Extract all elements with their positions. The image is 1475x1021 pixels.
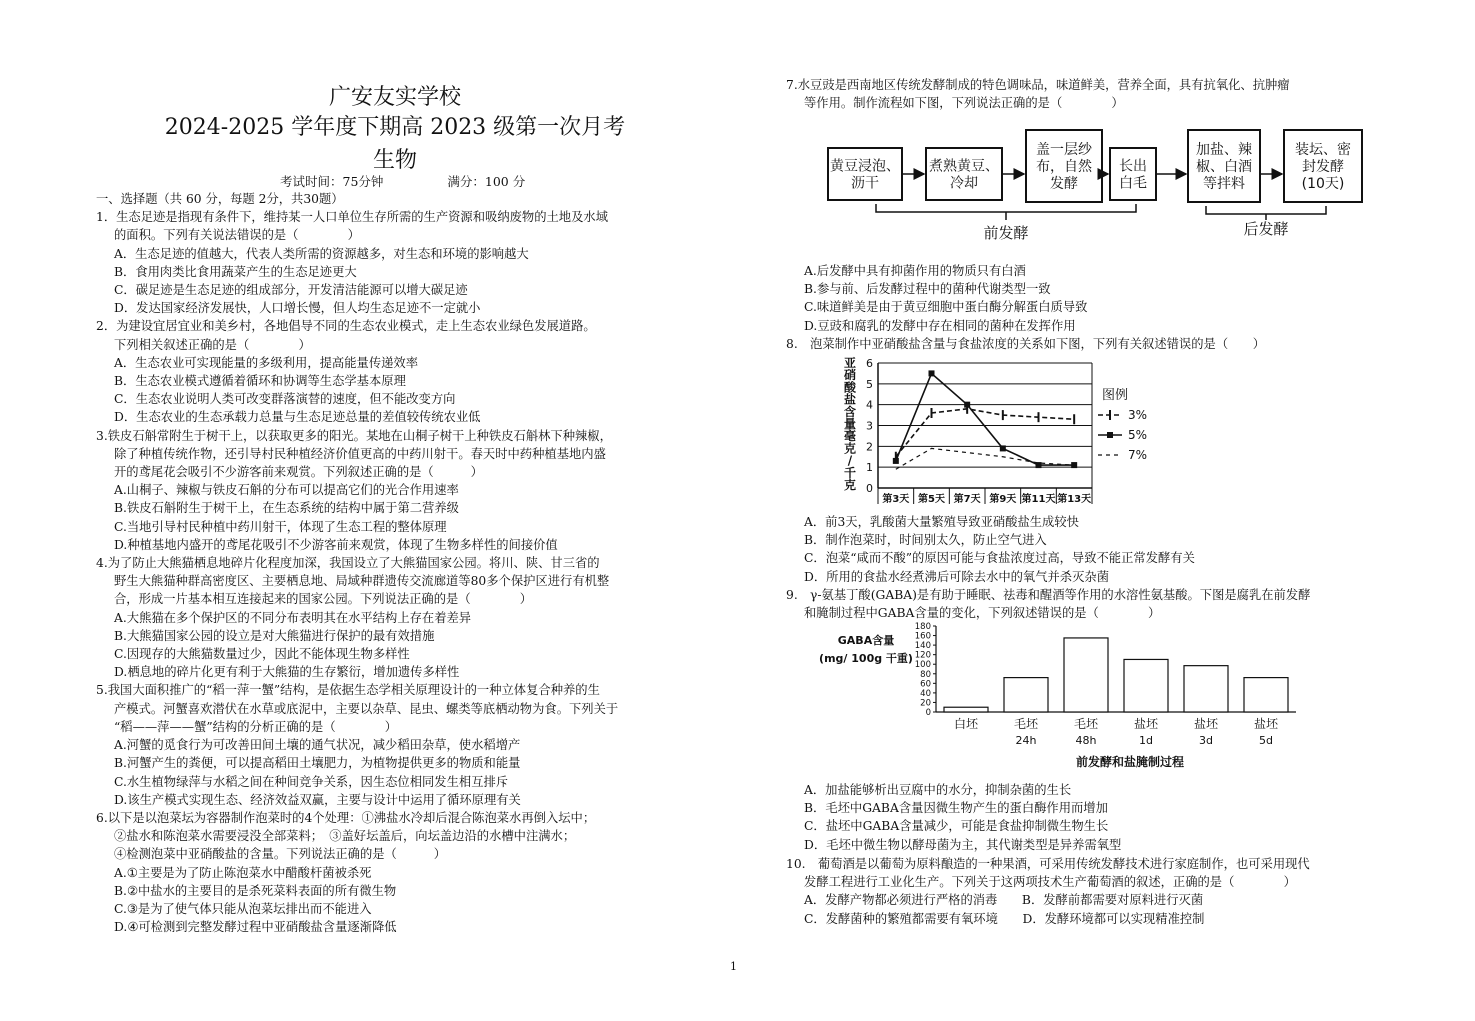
- text-line: C.③是为了使气体只能从泡菜坛排出而不能进入: [114, 901, 372, 916]
- y-axis-label-char: 硝: [843, 368, 857, 383]
- question-7: [786, 76, 1376, 112]
- y-tick-label: 5: [866, 377, 873, 391]
- text-line: D．发达国家经济发展快，人口增长慢，但人均生态足迹不一定就小: [114, 301, 481, 316]
- data-point: [964, 402, 970, 408]
- text-line: 野生大熊猫种群高密度区、主要栖息地、局域种群遗传交流廊道等80多个保护区进行有机整: [114, 574, 610, 589]
- series-line-3%: [896, 409, 1074, 457]
- page-number: 1: [730, 960, 737, 973]
- text-line: D．所用的食盐水经煮沸后可除去水中的氧气并杀灭杂菌: [804, 569, 1109, 584]
- x-tick-label: 白坯: [953, 717, 979, 731]
- right-column: [786, 76, 1376, 112]
- x-tick-label: 第13天: [1057, 494, 1092, 505]
- y-tick-label: 40: [920, 688, 931, 699]
- bar: [1184, 666, 1228, 712]
- y-tick-label: 100: [914, 660, 931, 671]
- text-line: B.大熊猫国家公园的设立是对大熊猫进行保护的最有效措施: [114, 628, 435, 643]
- y-tick-label: 60: [920, 679, 931, 690]
- flow-box-label: 装坛、密: [1295, 142, 1351, 158]
- question-9: [786, 586, 1376, 622]
- text-line: C．生态农业说明人类可改变群落演替的速度，但不能改变方向: [114, 392, 456, 407]
- front-bracket: [876, 204, 1136, 212]
- data-point: [893, 458, 899, 464]
- x-tick-label: 第5天: [918, 494, 945, 505]
- question-8: [786, 335, 1376, 353]
- text-line: 2．为建设宜居宜业和美乡村，各地倡导不同的生态农业模式，走上生态农业绿色发展道路。: [96, 319, 596, 334]
- y-tick-label: 1: [866, 461, 873, 475]
- text-line: 1．生态足迹是指现有条件下，维持某一人口单位生存所需的生产资源和吸纳废物的土地及水域: [96, 210, 608, 225]
- legend-label: 5%: [1128, 428, 1148, 442]
- data-point: [929, 370, 935, 376]
- series-line-5%: [896, 373, 1074, 465]
- text-line: 3.铁皮石斛常附生于树干上，以获取更多的阳光。某地在山桐子树干上种铁皮石斛林下种辣椒，: [96, 428, 612, 443]
- text-line: “稻——萍——蟹”结构的分析正确的是（ ）: [114, 719, 398, 734]
- flow-box-label: 长出: [1119, 158, 1147, 175]
- y-axis-label: GABA含量: [837, 634, 895, 647]
- x-tick-label: 盐坯: [1193, 717, 1219, 731]
- text-line: C．泡菜“咸而不酸”的原因可能与食盐浓度过高，导致不能正常发酵有关: [804, 551, 1195, 566]
- text-line: 的面积。下列有关说法错误的是（ ）: [114, 228, 360, 243]
- y-axis-label-char: 酸: [843, 380, 857, 395]
- flow-box-label: 盖一层纱: [1036, 142, 1092, 158]
- y-tick-label: 3: [866, 419, 873, 433]
- text-line: C.水生植物绿萍与水稻之间在种间竞争关系，因生态位相同发生相互排斥: [114, 774, 509, 789]
- nitrite-line-chart: [840, 355, 1160, 510]
- text-line: 等作用。制作流程如下图，下列说法正确的是（ ）: [804, 96, 1124, 111]
- question-9-options: [786, 781, 1376, 854]
- text-line: D．毛坯中微生物以酵母菌为主，其代谢类型是异养需氧型: [804, 837, 1122, 852]
- data-point: [1000, 445, 1006, 451]
- y-tick-label: 0: [925, 708, 931, 718]
- x-tick-sublabel: 48h: [1075, 734, 1097, 747]
- text-line: 产模式。河蟹喜欢潜伏在水草或底泥中，主要以杂草、昆虫、螺类等底栖动物为食。下列关于: [114, 701, 619, 716]
- y-tick-label: 2: [866, 440, 873, 454]
- text-line: 发酵工程进行工业化生产。下列关于这两项技术生产葡萄酒的叙述，正确的是（ ）: [804, 875, 1296, 890]
- text-line: 4.为了防止大熊猫栖息地碎片化程度加深，我国设立了大熊猫国家公园。将川、陕、甘三省的: [96, 556, 600, 571]
- flow-box-label: (10天): [1301, 176, 1345, 192]
- flow-box-label: 布，自然: [1036, 159, 1092, 175]
- text-line: ④检测泡菜中亚硝酸盐的含量。下列说法正确的是（ ）: [114, 847, 447, 862]
- exam-time: 考试时间：75分钟: [280, 174, 384, 189]
- bar: [1244, 678, 1288, 712]
- y-axis-label-unit: (mg/ 100g 干重): [819, 652, 913, 665]
- text-line: A．前3天，乳酸菌大量繁殖导致亚硝酸盐生成较快: [804, 515, 1079, 529]
- y-axis-label-char: 克: [843, 441, 857, 456]
- y-tick-label: 160: [914, 631, 931, 642]
- text-line: C．碳足迹是生态足迹的组成部分，开发清洁能源可以增大碳足迹: [114, 283, 468, 298]
- exam-title: 2024-2025 学年度下期高 2023 级第一次月考: [164, 115, 626, 140]
- question-7-options: [786, 262, 1376, 335]
- x-tick-sublabel: 5d: [1259, 734, 1273, 747]
- back-bracket: [1206, 206, 1326, 214]
- bar: [1064, 638, 1108, 712]
- series-line-7%: [896, 448, 1074, 469]
- text-line: B．毛坯中GABA含量因微生物产生的蛋白酶作用而增加: [804, 801, 1108, 816]
- y-tick-label: 20: [920, 698, 931, 709]
- text-line: D.豆豉和腐乳的发酵中存在相同的菌种在发挥作用: [804, 318, 1076, 333]
- exam-score: 满分：100 分: [447, 174, 526, 189]
- text-line: 5.我国大面积推广的“稻一萍一蟹”结构，是依据生态学相关原理设计的一种立体复合种养的生: [96, 683, 600, 698]
- x-tick-label: 第7天: [953, 494, 981, 505]
- y-axis-label-char: 千: [843, 465, 857, 480]
- y-axis-label-char: 毫: [843, 429, 857, 444]
- x-tick-sublabel: 3d: [1199, 734, 1213, 747]
- text-line: A.大熊猫在多个保护区的不同分布表明其在水平结构上存在着差异: [114, 610, 472, 625]
- flow-box-label: 沥干: [851, 175, 879, 192]
- text-line: C.当地引导村民种植中药川射干，体现了生态工程的整体原理: [114, 519, 447, 534]
- text-line: A.①主要是为了防止陈泡菜水中醋酸杆菌被杀死: [114, 865, 372, 880]
- text-line: 开的鸢尾花会吸引不少游客前来观赏。下列叙述正确的是（ ）: [114, 465, 483, 480]
- text-line: B.②中盐水的主要目的是杀死菜料表面的所有微生物: [114, 883, 397, 898]
- text-line: D．生态农业的生态承载力总量与生态足迹总量的差值较传统农业低: [114, 410, 481, 425]
- text-line: C.味道鲜美是由于黄豆细胞中蛋白酶分解蛋白质导致: [804, 300, 1088, 315]
- y-axis-label-char: 亚: [843, 356, 857, 370]
- text-line: D.该生产模式实现生态、经济效益双赢，主要与设计中运用了循环原理有关: [114, 792, 521, 807]
- fermentation-flow-diagram: [826, 126, 1366, 246]
- flow-box-label: 白毛: [1119, 175, 1147, 192]
- text-line: B．制作泡菜时，时间别太久，防止空气进入: [804, 533, 1047, 548]
- legend-marker: [1107, 432, 1113, 438]
- text-line: D.④可检测到完整发酵过程中亚硝酸盐含量逐渐降低: [114, 920, 397, 935]
- text-line: B．食用肉类比食用蔬菜产生的生态足迹更大: [114, 264, 357, 279]
- flow-box-label: 封发酵: [1302, 159, 1344, 175]
- x-tick-label: 毛坯: [1073, 717, 1099, 731]
- y-tick-label: 6: [866, 357, 873, 370]
- flow-box-label: 黄豆浸泡、: [830, 158, 900, 175]
- x-tick-label: 盐坯: [1253, 717, 1279, 731]
- question-8-options: [786, 513, 1376, 586]
- y-axis-label-char: /: [847, 453, 853, 468]
- flow-box-label: 冷却: [950, 175, 978, 192]
- text-line: A．生态足迹的值越大，代表人类所需的资源越多，对生态和环境的影响越大: [114, 246, 529, 261]
- text-line: 6.以下是以泡菜坛为容器制作泡菜时的4个处理：①沸盐水冷却后混合陈泡菜水再倒入坛中；: [96, 810, 596, 825]
- y-tick-label: 4: [866, 398, 873, 412]
- text-line: A.河蟹的觅食行为可改善田间土壤的通气状况，减少稻田杂草，使水稻增产: [114, 738, 521, 753]
- y-tick-label: 80: [920, 669, 931, 680]
- y-tick-label: 180: [914, 622, 931, 632]
- flow-box-label: 椒、白酒: [1196, 159, 1252, 175]
- text-line: 合，形成一片基本相互连接起来的国家公园。下列说法正确的是（ ）: [114, 592, 533, 607]
- x-tick-label: 第3天: [882, 494, 910, 505]
- flow-box-label: 等拌料: [1203, 176, 1245, 192]
- text-line: 7.水豆豉是西南地区传统发酵制成的特色调味品，味道鲜美，营养全面，具有抗氧化、抗肿瘤: [786, 78, 1290, 92]
- school-name: 广安友实学校: [328, 85, 461, 110]
- x-tick-label: 第9天: [989, 494, 1017, 505]
- y-tick-label: 120: [914, 650, 931, 661]
- gaba-bar-chart: [810, 622, 1310, 777]
- text-line: C．发酵菌种的繁殖都需要有氧环境 D．发酵环境都可以实现精准控制: [804, 911, 1205, 926]
- flow-box-label: 加盐、辣: [1196, 142, 1252, 158]
- text-line: A．发酵产物都必须进行严格的消毒 B．发酵前都需要对原料进行灭菌: [804, 893, 1204, 908]
- text-line: B.河蟹产生的粪便，可以提高稻田土壤肥力，为植物提供更多的物质和能量: [114, 756, 521, 771]
- front-fermentation-label: 前发酵: [983, 224, 1029, 242]
- subject-title: 生物: [372, 148, 417, 173]
- text-line: A．加盐能够析出豆腐中的水分，抑制杂菌的生长: [804, 783, 1072, 797]
- x-axis-label: 前发酵和盐腌制过程: [1075, 755, 1185, 769]
- text-line: 除了种植传统作物，还引导村民种植经济价值更高的中药川射干。春天时中药种植基地内盛: [114, 446, 606, 461]
- y-axis-label-char: 含: [843, 404, 857, 419]
- x-tick-sublabel: 1d: [1139, 734, 1153, 747]
- flow-box-label: 煮熟黄豆、: [929, 158, 999, 175]
- text-line: 下列相关叙述正确的是（ ）: [114, 337, 311, 352]
- x-tick-label: 第11天: [1021, 494, 1056, 505]
- text-line: D.种植基地内盛开的鸢尾花吸引不少游客前来观赏，体现了生物多样性的间接价值: [114, 537, 558, 552]
- legend-label: 7%: [1128, 448, 1148, 462]
- text-line: B.铁皮石斛附生于树干上，在生态系统的结构中属于第二营养级: [114, 501, 459, 516]
- text-line: B．生态农业模式遵循着循环和协调等生态学基本原理: [114, 374, 406, 389]
- y-axis-label-char: 克: [843, 478, 857, 492]
- x-tick-label: 盐坯: [1133, 717, 1159, 731]
- question-10: [786, 855, 1376, 928]
- text-line: 一、选择题（共 60 分，每题 2分，共30题）: [96, 192, 344, 206]
- text-line: D.栖息地的碎片化更有利于大熊猫的生存繁衍，增加遗传多样性: [114, 665, 460, 680]
- legend-title: 图例: [1102, 388, 1129, 403]
- text-line: 9. γ-氨基丁酸(GABA)是有助于睡眠、祛毒和醒酒等作用的水溶性氨基酸。下图是腐乳在前发酵: [786, 588, 1311, 602]
- text-line: A.山桐子、辣椒与铁皮石斛的分布可以提高它们的光合作用速率: [114, 483, 459, 498]
- bar: [1124, 659, 1168, 712]
- y-axis-label-char: 量: [843, 417, 857, 431]
- text-line: B.参与前、后发酵过程中的菌种代谢类型一致: [804, 282, 1051, 297]
- text-line: A．生态农业可实现能量的多级利用，提高能量传递效率: [114, 355, 419, 370]
- y-tick-label: 0: [866, 482, 873, 495]
- back-fermentation-label: 后发酵: [1243, 220, 1289, 238]
- y-axis-label-char: 盐: [843, 392, 857, 407]
- text-line: 8. 泡菜制作中亚硝酸盐含量与食盐浓度的关系如下图，下列有关叙述错误的是（ ）: [786, 337, 1266, 351]
- text-line: C．盐坯中GABA含量减少，可能是食盐抑制微生物生长: [804, 819, 1109, 834]
- text-line: A.后发酵中具有抑菌作用的物质只有白酒: [804, 264, 1026, 278]
- x-tick-label: 毛坯: [1013, 717, 1039, 731]
- y-tick-label: 140: [914, 641, 931, 652]
- bar: [1004, 678, 1048, 712]
- text-line: C.因现存的大熊猫数量过少，因此不能体现生物多样性: [114, 647, 410, 662]
- text-line: ②盐水和陈泡菜水需要浸没全部菜料； ③盖好坛盖后，向坛盖边沿的水槽中注满水；: [114, 829, 576, 844]
- legend-label: 3%: [1128, 408, 1148, 422]
- left-column: [96, 190, 686, 936]
- text-line: 10. 葡萄酒是以葡萄为原料酿造的一种果酒，可采用传统发酵技术进行家庭制作，也可采用现代: [786, 857, 1310, 871]
- text-line: 和腌制过程中GABA含量的变化，下列叙述错误的是（ ）: [804, 606, 1161, 621]
- exam-meta: [280, 172, 585, 190]
- x-tick-sublabel: 24h: [1015, 734, 1037, 747]
- bar: [944, 707, 988, 712]
- flow-box-label: 发酵: [1050, 176, 1078, 192]
